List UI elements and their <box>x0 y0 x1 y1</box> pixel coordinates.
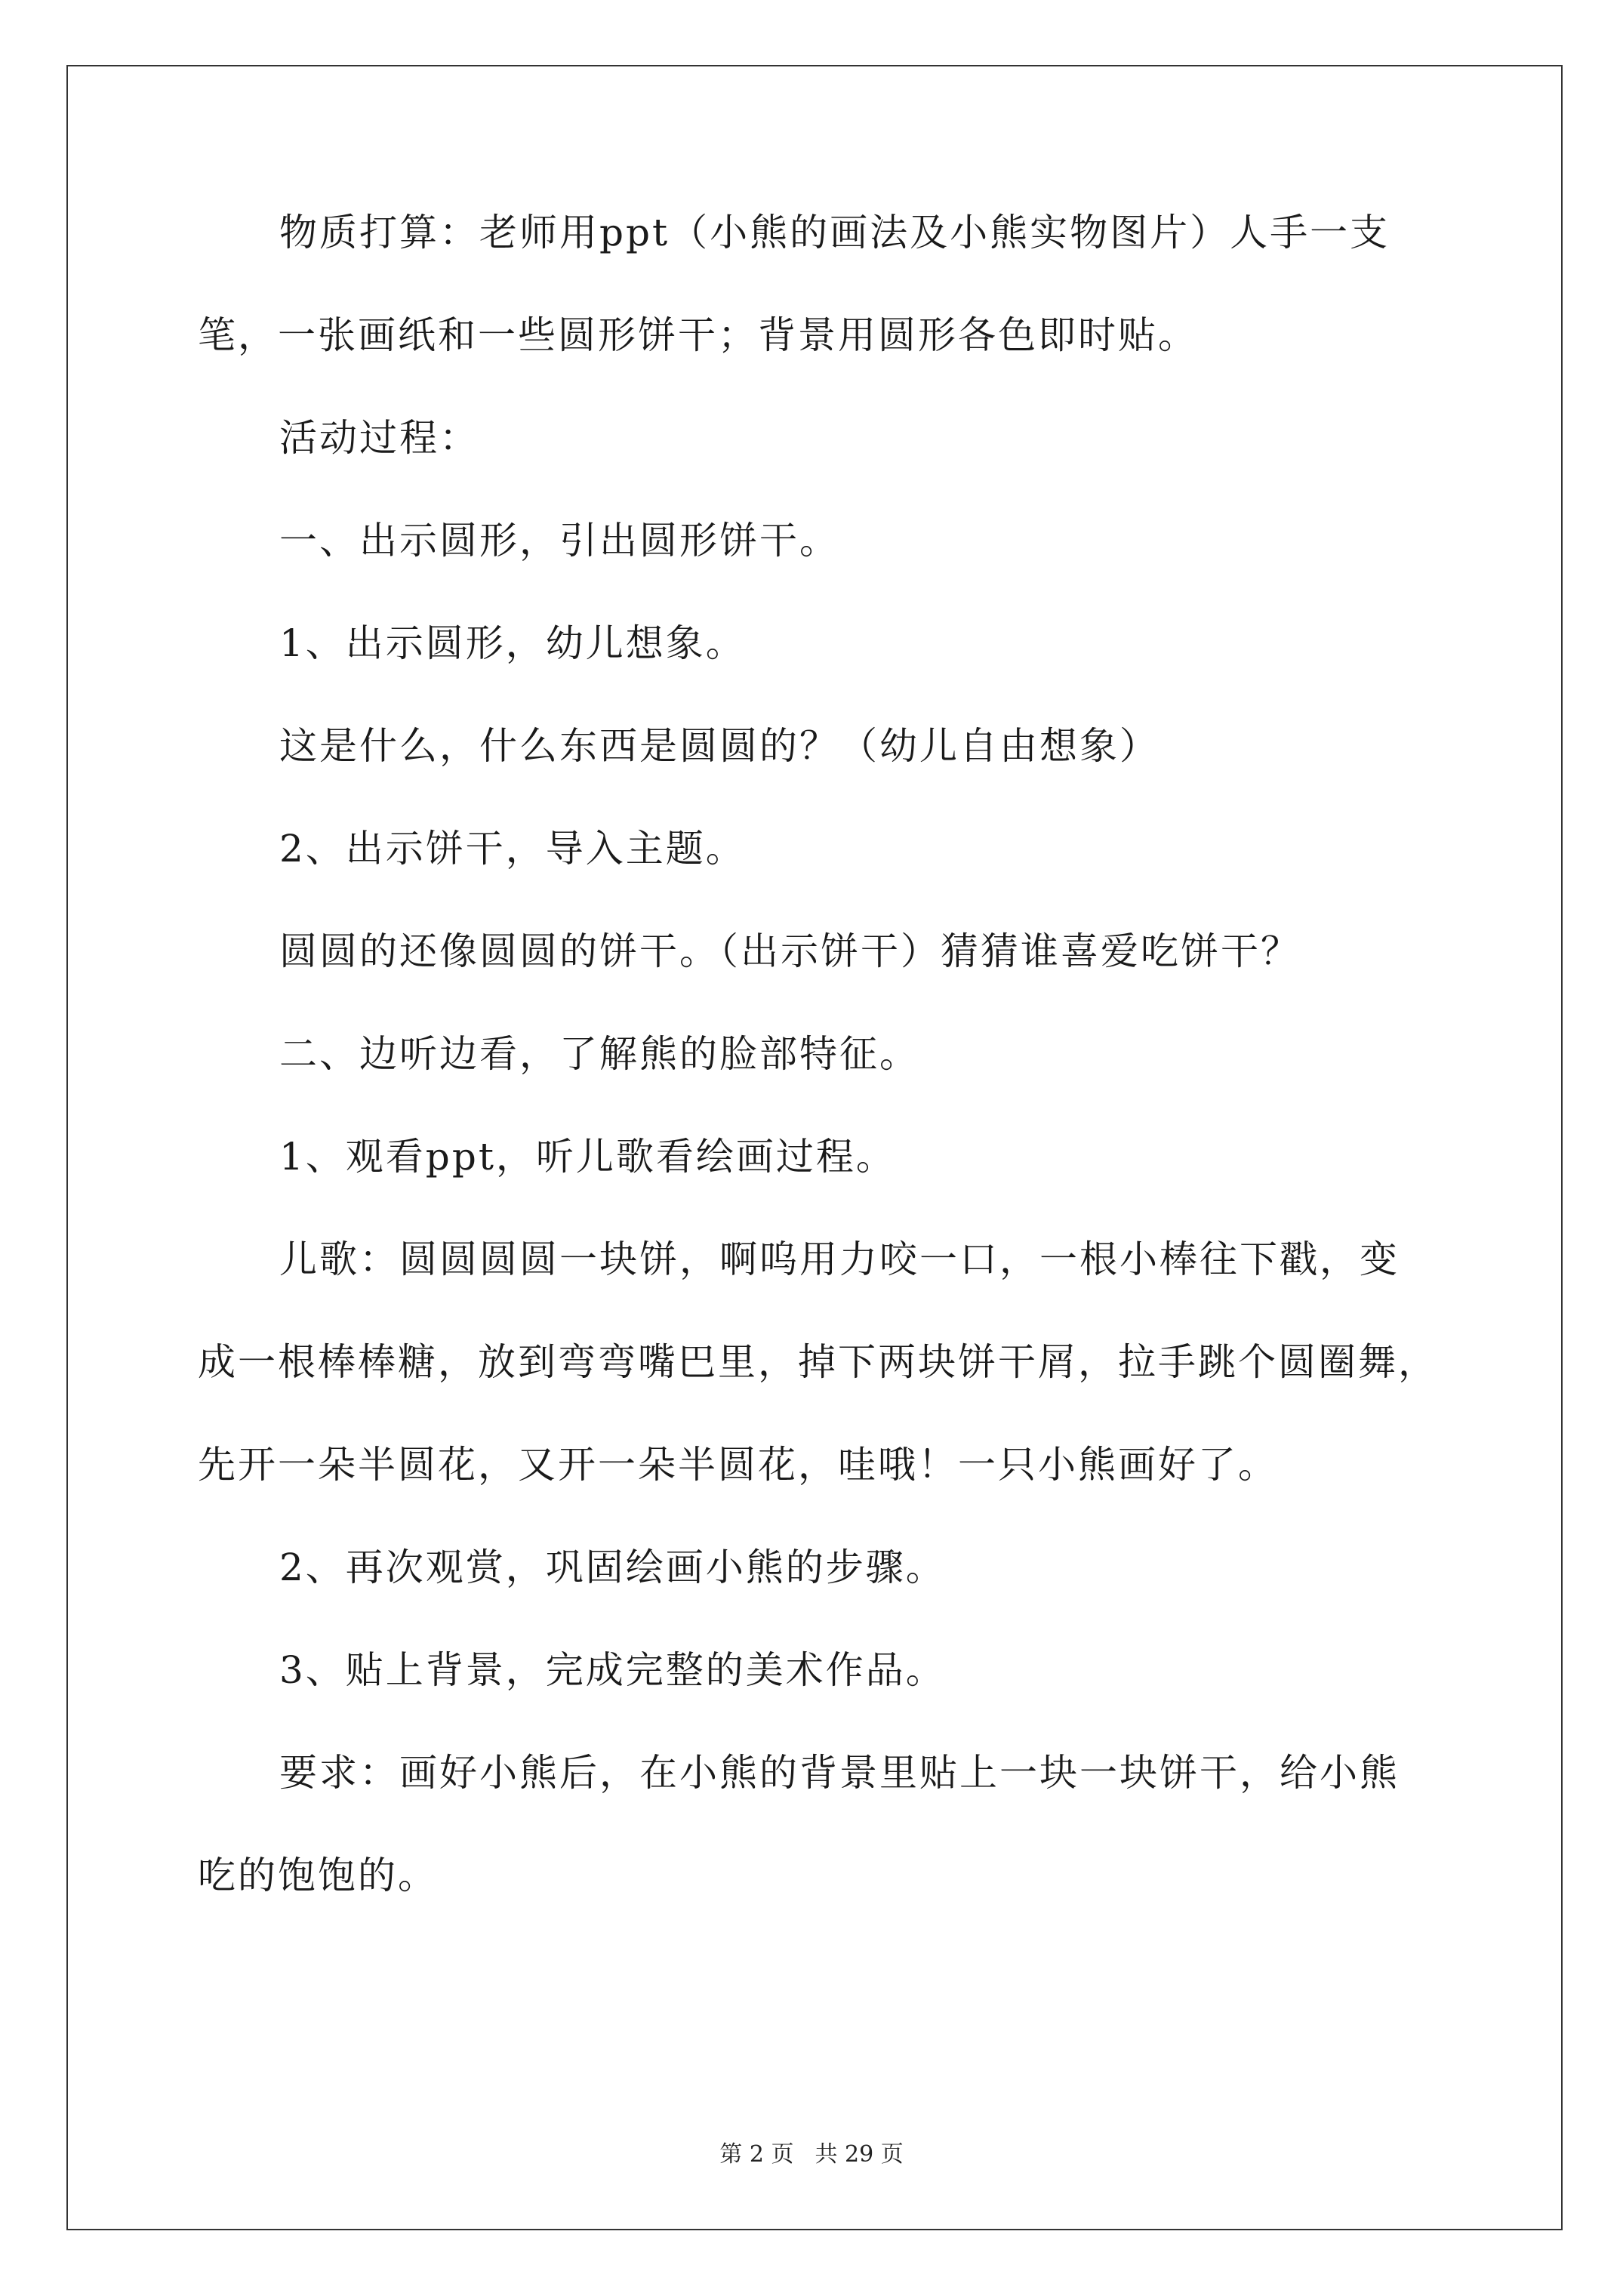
paragraph-line: 物质打算：老师用ppt（小熊的画法及小熊实物图片）人手一支 <box>279 211 1390 254</box>
paragraph-line: 这是什么，什么东西是圆圆的？（幼儿自由想象） <box>279 724 1160 768</box>
paragraph-line: 成一根棒棒糖，放到弯弯嘴巴里，掉下两块饼干屑，拉手跳个圆圈舞， <box>198 1340 1438 1384</box>
paragraph-line: 一、出示圆形，引出圆形饼干。 <box>279 519 839 562</box>
page-total: 共 29 页 <box>815 2141 904 2168</box>
paragraph-line: 1、观看ppt，听儿歌看绘画过程。 <box>279 1135 896 1179</box>
page-number: 第 2 页 <box>719 2141 794 2168</box>
paragraph-line: 3、贴上背景，完成完整的美术作品。 <box>279 1648 946 1692</box>
paragraph-line: 笔，一张画纸和一些圆形饼干；背景用圆形各色即时贴。 <box>198 313 1198 357</box>
paragraph-line: 1、出示圆形，幼儿想象。 <box>279 621 746 665</box>
page-footer <box>0 2135 1623 2168</box>
paragraph-line: 儿歌：圆圆圆圆一块饼，啊呜用力咬一口，一根小棒往下戳，变 <box>279 1237 1400 1281</box>
paragraph-line: 圆圆的还像圆圆的饼干。（出示饼干）猜猜谁喜爱吃饼干？ <box>279 929 1301 973</box>
paragraph-line: 先开一朵半圆花，又开一朵半圆花，哇哦！一只小熊画好了。 <box>198 1443 1278 1487</box>
paragraph-line: 2、再次观赏，巩固绘画小熊的步骤。 <box>279 1546 946 1589</box>
paragraph-line: 活动过程： <box>279 416 479 460</box>
paragraph-line: 2、出示饼干，导入主题。 <box>279 827 746 871</box>
paragraph-line: 吃的饱饱的。 <box>198 1854 438 1897</box>
paragraph-line: 二、边听边看，了解熊的脸部特征。 <box>279 1032 919 1076</box>
paragraph-line: 要求：画好小熊后，在小熊的背景里贴上一块一块饼干，给小熊 <box>279 1751 1400 1795</box>
